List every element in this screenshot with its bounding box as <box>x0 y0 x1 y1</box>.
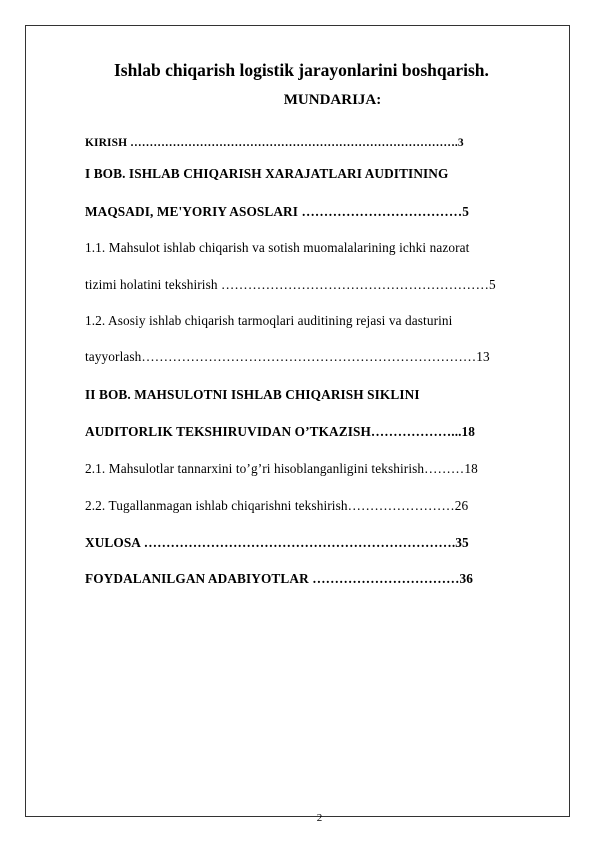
toc-entry-xulosa: XULOSA …………………………………………………………….35 <box>85 535 469 550</box>
toc-section-1-2-line-2: tayyorlash…………………………………………………………………13 <box>85 349 490 364</box>
toc-chapter-1-line-1: I BOB. ISHLAB CHIQARISH XARAJATLARI AUDITINING <box>85 166 449 181</box>
toc-section-1-1-line-2: tizimi holatini tekshirish ……………………………………………………5 <box>85 277 496 292</box>
toc-chapter-2-line-1: II BOB. MAHSULOTNI ISHLAB CHIQARISH SIKLINI <box>85 387 420 402</box>
toc-entry-references: FOYDALANILGAN ADABIYOTLAR ……………………………36 <box>85 571 474 586</box>
toc-section-1-2-line-1: 1.2. Asosiy ishlab chiqarish tarmoqlari auditining rejasi va dasturini <box>85 313 453 328</box>
toc-section-2-2: 2.2. Tugallanmagan ishlab chiqarishni tekshirish……………………26 <box>85 498 469 513</box>
toc-entry-kirish: KIRISH ………………………………………………………………………….3 <box>85 137 464 149</box>
contents-heading: MUNDARIJA: <box>283 92 382 108</box>
document-title: Ishlab chiqarish logistik jarayonlarini boshqarish. <box>114 60 489 80</box>
toc-section-2-1: 2.1. Mahsulotlar tannarxini to’g’ri hisoblanganligini tekshirish………18 <box>85 461 478 476</box>
toc-chapter-2-line-2: AUDITORLIK TEKSHIRUVIDAN O’TKAZISH………………...18 <box>85 424 476 439</box>
page-number: 2 <box>316 812 323 824</box>
toc-chapter-1-line-2: MAQSADI, ME'YORIY ASOSLARI ………………………………5 <box>85 204 469 219</box>
toc-section-1-1-line-1: 1.1. Mahsulot ishlab chiqarish va sotish muomalalarining ichki nazorat <box>85 240 470 255</box>
